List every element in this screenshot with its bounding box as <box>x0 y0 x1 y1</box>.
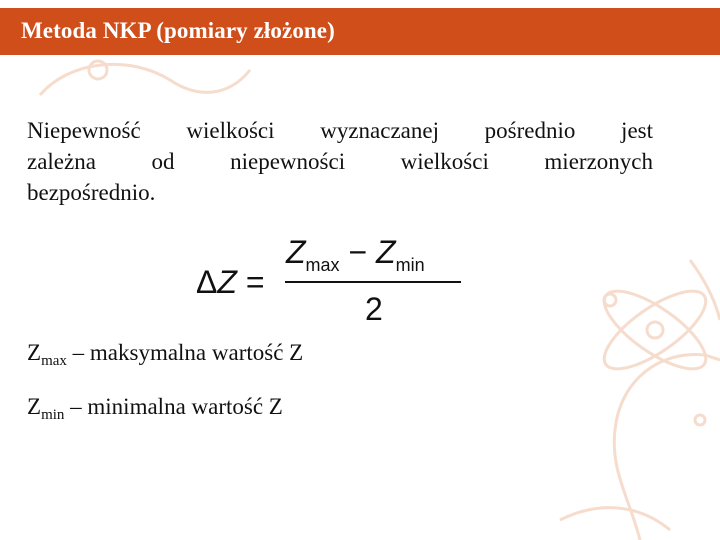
definition-symbol: Z <box>27 394 42 419</box>
definition-zmax <box>27 340 304 369</box>
decor-dot-2 <box>695 415 705 425</box>
slide-title: Metoda NKP (pomiary złożone) <box>21 18 335 43</box>
definition-subscript: max <box>41 353 67 369</box>
num-variable-2: Z <box>376 234 396 270</box>
title-bar <box>0 8 720 55</box>
definition-subscript: min <box>41 407 65 423</box>
formula-numerator <box>286 234 425 275</box>
formula-lhs <box>196 264 265 301</box>
description-paragraph <box>27 115 653 208</box>
definition-text: – minimalna wartość Z <box>70 394 283 419</box>
paragraph-line-1: Niepewność wielkości wyznaczanej pośrednio jest <box>27 118 653 143</box>
definition-zmin <box>27 394 283 423</box>
definition-symbol: Z <box>27 340 42 365</box>
formula <box>196 234 466 328</box>
paragraph-line-3: bezpośrednio. <box>27 180 156 205</box>
atom-nucleus <box>647 322 663 338</box>
lhs-variable: Z <box>217 264 237 300</box>
num-variable-1: Z <box>286 234 306 270</box>
equals-sign: = <box>245 264 265 300</box>
formula-denominator: 2 <box>365 291 383 327</box>
decor-curve-bottom <box>560 508 670 530</box>
orbit-icon-top <box>89 61 107 79</box>
num-subscript-min: min <box>395 255 425 275</box>
paragraph-line-2: zależna od niepewności wielkości mierzonych <box>27 149 653 174</box>
science-doodle-top <box>40 64 250 95</box>
decor-dot-1 <box>604 294 616 306</box>
definition-text: – maksymalna wartość Z <box>72 340 304 365</box>
delta-symbol: Δ <box>196 264 218 300</box>
num-subscript-max: max <box>305 255 340 275</box>
minus-sign: − <box>348 234 368 270</box>
fraction-bar <box>285 281 461 283</box>
head-profile-outline <box>614 354 720 540</box>
